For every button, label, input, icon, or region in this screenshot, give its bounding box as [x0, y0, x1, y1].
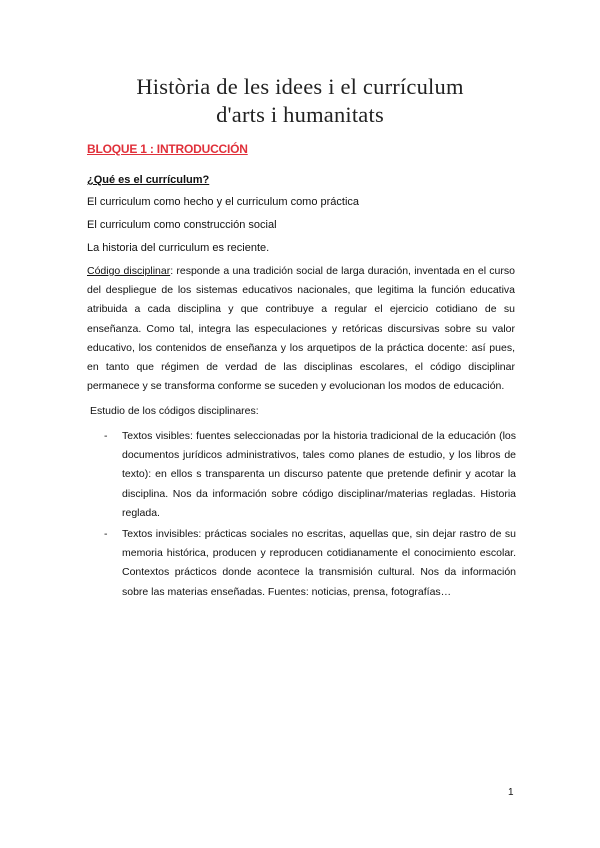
- page-number: 1: [508, 787, 514, 798]
- list-item-text: Textos visibles: fuentes seleccionadas por la historia tradicional de la educación (los documentos jurídicos administrativos, tales como planes de estudio, y los libros de texto): en ellos s transparenta un discurso patente que pretende definir y acotar la disciplina. Nos da información sobre código disciplinar/materias regladas. Historia reglada.: [122, 430, 516, 519]
- text-line-2: El curriculum como construcción social: [87, 219, 277, 231]
- list-dash: -: [104, 528, 108, 541]
- document-title: [60, 73, 540, 129]
- title-line-2: d'arts i humanitats: [216, 102, 384, 127]
- study-intro: Estudio de los códigos disciplinares:: [90, 405, 259, 417]
- codes-list: [104, 427, 516, 604]
- codigo-disciplinar-paragraph: [87, 262, 515, 396]
- question-heading: ¿Qué es el currículum?: [87, 174, 210, 186]
- codigo-disciplinar-term: Código disciplinar: [87, 265, 171, 277]
- codigo-disciplinar-text: : responde a una tradición social de larga duración, inventada en el curso del despliegue de los sistemas educativos nacionales, que legitima la función educativa atribuida a cada disciplina y que contribuye a regular el ejercicio cotidiano de su enseñanza. Como tal, integra las especulaciones y retóricas discursivas sobre su valor educativo, los contenidos de enseñanza y los arquetipos de la práctica docente: así pues, en tanto que régimen de verdad de las disciplinas escolares, el código disciplinar permanece y se transforma conforme se suceden y evolucionan los modos de educación.: [87, 265, 515, 393]
- text-line-1: El curriculum como hecho y el curriculum como práctica: [87, 196, 360, 208]
- section-heading: BLOQUE 1 : INTRODUCCIÓN: [87, 142, 248, 156]
- title-line-1: Història de les idees i el currículum: [136, 74, 464, 99]
- list-item-text: Textos invisibles: prácticas sociales no escritas, aquellas que, sin dejar rastro de su memoria histórica, producen y reproducen cotidianamente el conocimiento escolar. Contextos prácticos donde acontece la transmisión cultural. Nos da información sobre las materias enseñadas. Fuentes: noticias, prensa, fotografías…: [122, 528, 516, 598]
- list-item: [104, 427, 516, 523]
- text-line-3: La historia del curriculum es reciente.: [87, 242, 270, 254]
- list-item: [104, 525, 516, 602]
- list-dash: -: [104, 430, 108, 442]
